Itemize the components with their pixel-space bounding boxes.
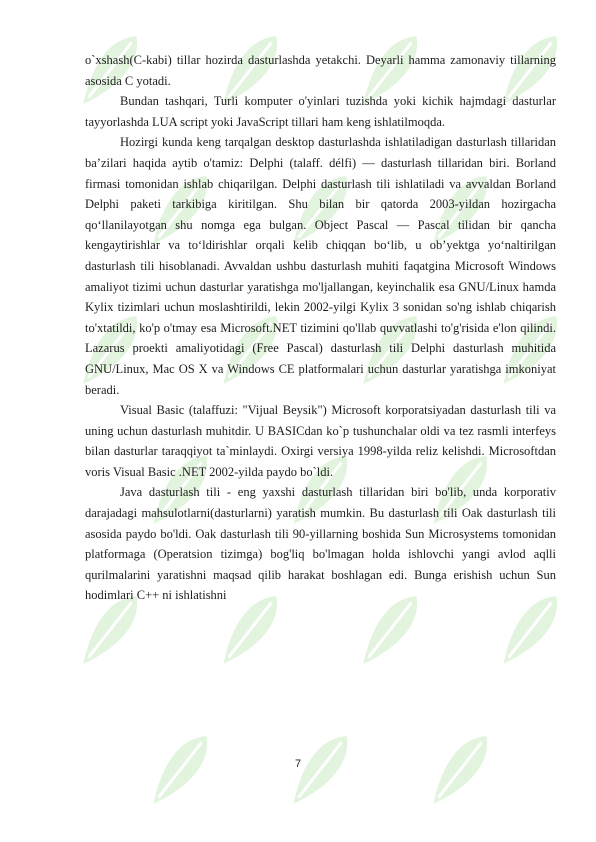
paragraph-3: Hozirgi kunda keng tarqalgan desktop dasturlashda ishlatiladigan dasturlash tillaridan ba’zilari haqida aytib o'tamiz: Delphi (talaff. délfi) — dasturlash tillaridan biri. Borland firmasi tomonidan ishlab chiqarilgan. Delphi dasturlash tili ishlatiladi va avvaldan Borland Delphi paketi tarkibiga kiritilgan. Shu bilan bir qatorda 2003-yildan hozirgacha qo‘llanilayotgan shu nomga ega bulgan. Object Pascal — Pascal tilidan bir qancha kengaytirishlar va to‘ldirishlar orqali kelib chiqqan bo‘lib, u ob’yektga yo‘naltirilgan dasturlash tili hisoblanadi. Avvaldan ushbu dasturlash muhiti faqatgina Microsoft Windows amaliyot tizimi uchun dasturlar yaratishga mo'ljallangan, keyinchalik esa GNU/Linux hamda Kylix tizimlari uchun moslashtirildi, lekin 2002-yilgi Kylix 3 sonidan so'ng ishlab chiqarish to'xtatildi, ko'p o'tmay esa Microsoft.NET tizimini qo'llab quvvatlashi to'g'risida e'lon qilindi. Lazarus proekti amaliyotidagi (Free Pascal) dasturlash tili Delphi dasturlash muhitida GNU/Linux, Mac OS X va Windows CE platformalari uchun dasturlar yaratishga imkoniyat beradi. xyxy=(85,135,556,397)
paragraph-5: Java dasturlash tili - eng yaxshi dasturlash tillaridan biri bo'lib, unda korporativ darajadagi mahsulotlarni(dasturlarni) yaratish mumkin. Bu dasturlash tili Oak dasturlash tili asosida paydo bo'ldi. Oak dasturlash tili 90-yillarning boshida Sun Microsystems tomonidan platformaga (Operatsion tizimga) bog'liq bo'lmagan holda ishlovchi yangi avlod aqlli qurilmalarini yaratishni maqsad qilib harakat boshlagan edi. Bunga erishish uchun Sun hodimlari C++ ni ishlatishni xyxy=(85,485,556,603)
paragraph-2: Bundan tashqari, Turli komputer o'yinlari tuzishda yoki kichik hajmdagi dasturlar tayyorlashda LUA script yoki JavaScript tillari ham keng ishlatilmoqda. xyxy=(85,94,556,129)
leaf-logo-icon xyxy=(415,721,505,819)
page-number: 7 xyxy=(294,758,302,770)
leaf-logo-icon xyxy=(275,721,365,819)
paragraph-4: Visual Basic (talaffuzi: "Vijual Beysik") Microsoft korporatsiyadan dasturlash tili va uning uchun dasturlash muhitdir. U BASICdan ko`p tushunchalar oldi va tez rasmli interfeys bilan dasturlar taraqqiyot ta`minlaydi. Oxirgi versiya 1998-yilda reliz kelishdi. Microsoftdan voris Visual Basic .NET 2002-yilda paydo bo`ldi. xyxy=(85,403,556,479)
paragraph-1: o`xshash(C-kabi) tillar hozirda dasturlashda yetakchi. Deyarli hamma zamonaviy tillarning asosida C yotadi. xyxy=(85,53,556,88)
text-body xyxy=(85,50,556,606)
leaf-logo-icon xyxy=(135,721,225,819)
